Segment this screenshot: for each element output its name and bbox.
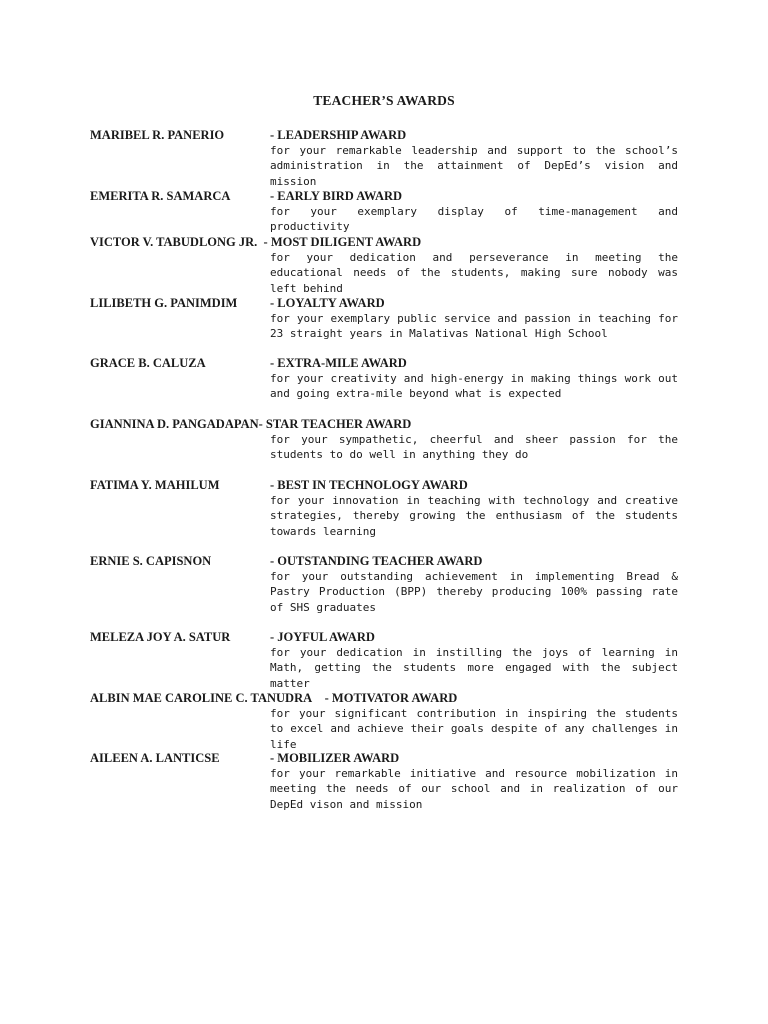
award-title: - JOYFUL AWARD [270,630,375,644]
award-description: for your exemplary public service and passion in teaching for 23 straight years in Malativas National High School [270,312,678,341]
award-description: for your dedication and perseverance in meeting the educational needs of the students, making sure nobody was left behind [270,251,678,295]
award-title: - MOST DILIGENT AWARD [263,235,422,249]
awardee-name: MARIBEL R. PANERIO [90,128,225,142]
award-entry [90,690,678,752]
award-heading [90,629,678,645]
award-description: for your innovation in teaching with technology and creative strategies, thereby growing the enthusiasm of the students towards learning [270,494,678,538]
award-description: for your outstanding achievement in implementing Bread & Pastry Production (BPP) thereby producing 100% passing rate of SHS graduates [270,570,678,614]
award-entry [90,477,678,539]
award-title: - EARLY BIRD AWARD [270,189,403,203]
award-description: for your remarkable leadership and support to the school’s administration in the attainment of DepEd’s vision and mission [270,144,678,188]
award-description: for your exemplary display of time-management and productivity [270,205,678,234]
award-description: for your remarkable initiative and resource mobilization in meeting the needs of our school and in realization of our DepEd vison and mission [270,767,678,811]
award-title: - MOTIVATOR AWARD [324,691,458,705]
award-entry [90,234,678,296]
award-heading [90,553,678,569]
award-heading [90,477,678,493]
award-entry [90,127,678,189]
award-heading [90,750,678,766]
awardee-name: ALBIN MAE CAROLINE C. TANUDRA [90,691,313,705]
award-heading [90,188,678,204]
award-title: - EXTRA-MILE AWARD [270,356,407,370]
awardee-name: AILEEN A. LANTICSE [90,751,220,765]
awardee-name: VICTOR V. TABUDLONG JR. [90,235,258,249]
awardee-name: GIANNINA D. PANGADAPAN [90,417,259,431]
award-entry [90,188,678,235]
award-description: for your sympathetic, cheerful and sheer passion for the students to do well in anything they do [270,433,678,462]
award-entry [90,355,678,402]
page-title: TEACHER’S AWARDS [313,93,455,108]
awardee-name: EMERITA R. SAMARCA [90,189,231,203]
award-title: - BEST IN TECHNOLOGY AWARD [270,478,468,492]
award-entry [90,750,678,812]
awardee-name: MELEZA JOY A. SATUR [90,630,231,644]
award-heading [90,355,678,371]
award-title: - OUTSTANDING TEACHER AWARD [270,554,483,568]
award-entry [90,295,678,342]
award-entry [90,553,678,615]
award-heading [90,127,678,143]
award-heading [90,690,678,706]
awardee-name: LILIBETH G. PANIMDIM [90,296,238,310]
awardee-name: ERNIE S. CAPISNON [90,554,212,568]
award-title: - MOBILIZER AWARD [270,751,400,765]
award-description: for your dedication in instilling the joys of learning in Math, getting the students more engaged with the subject matter [270,646,678,690]
award-title: - LOYALTY AWARD [270,296,385,310]
awardee-name: GRACE B. CALUZA [90,356,206,370]
award-description: for your creativity and high-energy in making things work out and going extra-mile beyond what is expected [270,372,678,401]
award-title: - STAR TEACHER AWARD [258,417,412,431]
award-heading [90,234,678,250]
award-entry [90,629,678,691]
awardee-name: FATIMA Y. MAHILUM [90,478,220,492]
award-heading [90,295,678,311]
award-description: for your significant contribution in inspiring the students to excel and achieve their goals despite of any challenges in life [270,707,678,751]
award-title: - LEADERSHIP AWARD [270,128,407,142]
award-heading [90,416,678,432]
award-entry [90,416,678,463]
